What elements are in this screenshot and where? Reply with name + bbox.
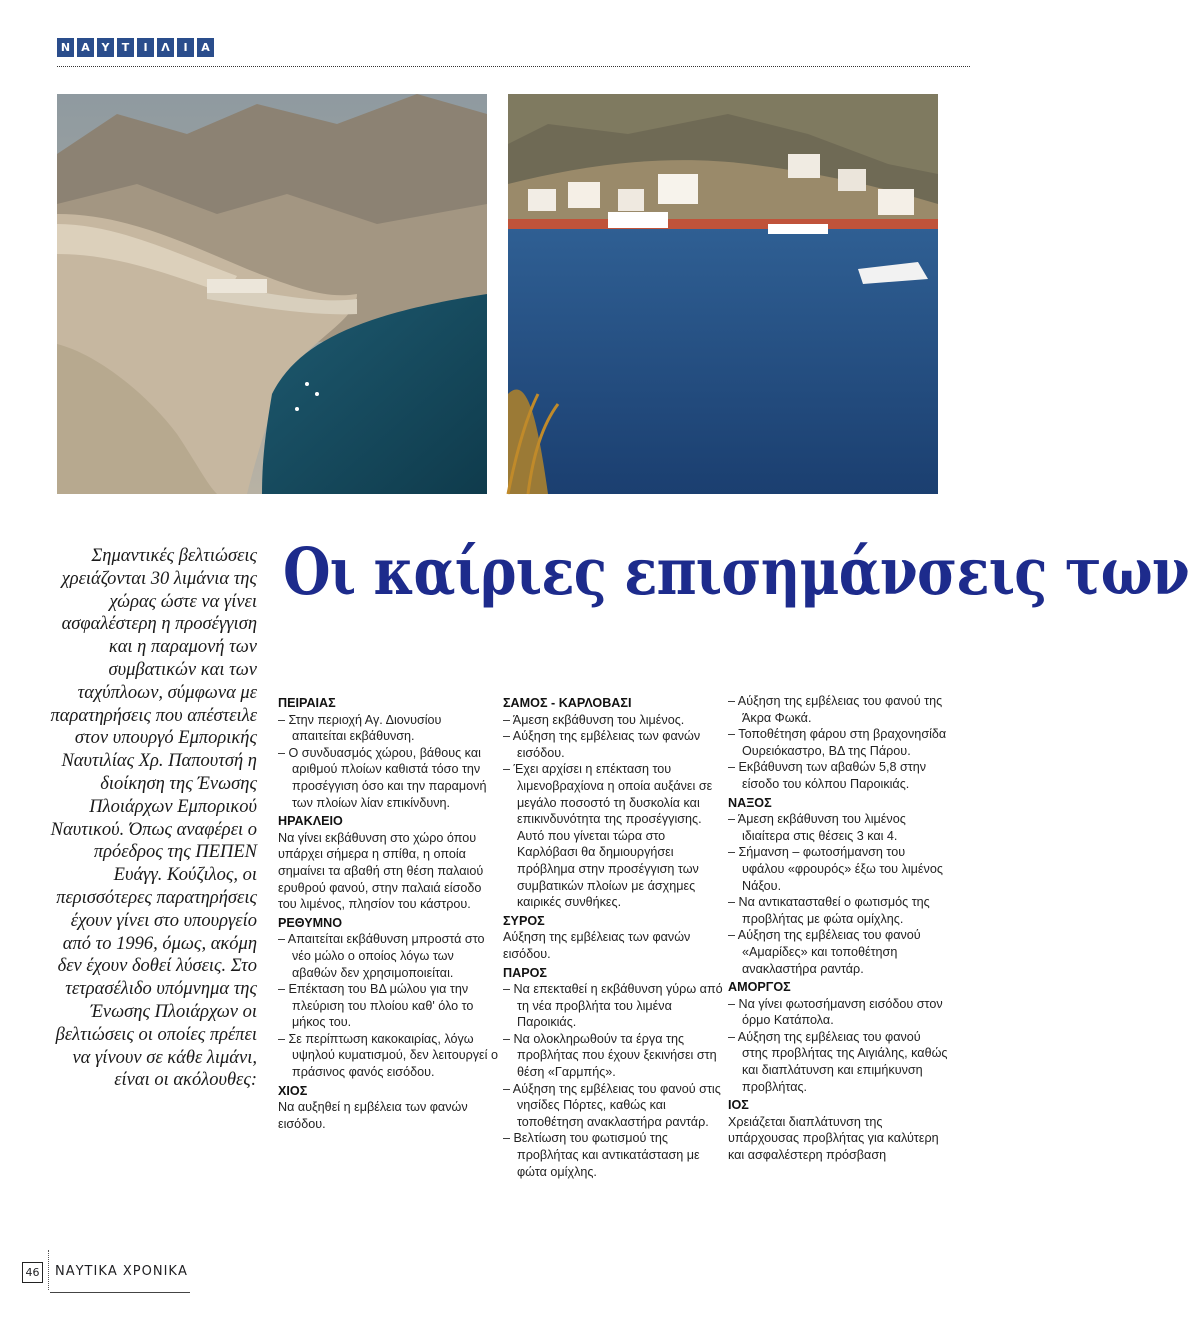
port-heading: ΧΙΟΣ <box>278 1083 308 1098</box>
article-paragraph: – Να αντικατασταθεί ο φωτισμός της προβλήτας με φώτα ομίχλης. <box>728 895 930 926</box>
section-header <box>57 38 214 57</box>
port-heading: ΣΑΜΟΣ - ΚΑΡΛΟΒΑΣΙ <box>503 696 632 710</box>
page-number: 46 <box>22 1262 43 1283</box>
article-paragraph: Αύξηση της εμβέλειας των φανών εισόδου. <box>503 930 691 961</box>
port-heading: ΡΕΘΥΜΝΟ <box>278 915 343 930</box>
article-column-1 <box>278 693 498 1132</box>
magazine-name: ΝΑΥΤΙΚΑ ΧΡΟΝΙΚΑ <box>55 1264 188 1279</box>
article-paragraph: – Αύξηση της εμβέλειας του φανού στις νησίδες Πόρτες, καθώς και τοποθέτηση ανακλαστήρα ραντάρ. <box>503 1081 721 1129</box>
section-header-letter: Τ <box>117 38 134 57</box>
port-heading: ΑΜΟΡΓΟΣ <box>728 980 791 995</box>
section-header-letter: Λ <box>157 38 174 57</box>
header-dotted-rule <box>57 66 970 67</box>
article-paragraph: – Σε περίπτωση κακοκαιρίας, λόγω υψηλού κυματισμού, δεν λειτουργεί ο πράσινος φανός εισόδου. <box>278 1031 498 1080</box>
article-paragraph: – Στην περιοχή Αγ. Διονυσίου απαιτείται εκβάθυνση. <box>278 712 442 744</box>
article-paragraph: – Ο συνδυασμός χώρου, βάθους και αριθμού πλοίων καθιστά τόσο την προσέγγιση όσο και την παραμονή των πλοίων λίαν επικίνδυνη. <box>278 745 487 810</box>
port-heading: ΠΑΡΟΣ <box>503 965 547 980</box>
article-paragraph: – Αύξηση της εμβέλειας του φανού στης προβλήτας της Αιγιάλης, καθώς και διαπλάτυνση και επιμήκυνση προβλήτας. <box>728 1029 948 1094</box>
headline: Οι καίριες επισημάνσεις των <box>283 534 1189 610</box>
article-paragraph: – Να ολοκληρωθούν τα έργα της προβλήτας που έχουν ξεκινήσει στη θέση «Γαρμπής». <box>503 1031 717 1080</box>
article-paragraph: Να αυξηθεί η εμβέλεια των φανών εισόδου. <box>278 1100 468 1131</box>
footer-rule <box>50 1292 190 1293</box>
article-paragraph: – Να γίνει φωτοσήμανση εισόδου στον όρμο Κατάπολα. <box>728 996 943 1028</box>
article-paragraph: – Βελτίωση του φωτισμού της προβλήτας και αντικατάσταση με φώτα ομίχλης. <box>503 1131 700 1179</box>
article-paragraph: – Άμεση εκβάθυνση του λιμένος ιδιαίτερα στις θέσεις 3 και 4. <box>728 812 906 843</box>
article-paragraph: – Τοποθέτηση φάρου στη βραχονησίδα Ουρειόκαστρο, ΒΔ της Πάρου. <box>728 727 947 758</box>
port-heading: ΗΡΑΚΛΕΙΟ <box>278 814 343 829</box>
article-paragraph: – Σήμανση – φωτοσήμανση του υφάλου «φρουρός» έξω του λιμένος Νάξου. <box>728 845 943 893</box>
section-header-letter: Υ <box>97 38 114 57</box>
article-column-2 <box>503 693 723 1180</box>
article-paragraph: Χρειάζεται διαπλάτυνση της υπάρχουσας προβλήτας για καλύτερη και ασφαλέστερη πρόσβαση <box>728 1114 939 1163</box>
section-header-letter: Α <box>197 38 214 57</box>
lede-intro: Σημαντικές βελτιώσεις χρειάζονται 30 λιμάνια της χώρας ώστε να γίνει ασφαλέστερη η προσέγγιση και η παραμονή των συμβατικών και των ταχύπλοων, σύμφωνα με παρατηρήσεις που απέστειλε στον υπουργό Εμπορικής Ναυτιλίας Χρ. Παπουτσή η διοίκηση της Ένωσης Πλοιάρχων Εμπορικού Ναυτικού. Όπως αναφέρει ο πρόεδρος της ΠΕΠΕΝ Ευάγγ. Κούζιλος, οι περισσότερες παρατηρήσεις έχουν γίνει στο υπουργείο από το 1996, όμως, ακόμη δεν έχουν δοθεί λύσεις. Στο τετρασέλιδο υπόμνημα της Ένωσης Πλοιάρχων οι βελτιώσεις οι οποίες πρέπει να γίνουν σε κάθε λιμάνι, είναι οι ακόλουθες: <box>50 546 257 1091</box>
article-paragraph: – Να επεκταθεί η εκβάθυνση γύρω από τη νέα προβλήτα του λιμένα Παροικιάς. <box>503 982 723 1030</box>
port-heading: ΝΑΞΟΣ <box>728 795 772 810</box>
footer-divider <box>48 1250 49 1290</box>
article-paragraph: – Εκβάθυνση των αβαθών 5,8 στην είσοδο του κόλπου Παροικιάς. <box>728 760 927 791</box>
article-paragraph: – Επέκταση του ΒΔ μώλου για την πλεύριση του πλοίου καθ' όλο το μήκος του. <box>278 982 474 1030</box>
port-heading: ΣΥΡΟΣ <box>503 913 545 928</box>
article-paragraph: – Αύξηση της εμβέλειας του φανού της Άκρα Φωκά. <box>728 694 943 725</box>
article-paragraph: Να γίνει εκβάθυνση στο χώρο όπου υπάρχει σήμερα η σπίθα, η οποία σημαίνει τα αβαθή στη θέση παλαιού ερυθρού φανού, στην παλαιά είσοδο του λιμένος, πλησίον του κάστρου. <box>278 830 484 912</box>
port-heading: ΠΕΙΡΑΙΑΣ <box>278 696 336 710</box>
article-paragraph: – Αύξηση της εμβέλειας του φανού «Αμαρίδες» και τοποθέτηση ανακλαστήρα ραντάρ. <box>728 928 921 976</box>
section-header-letter: Ι <box>177 38 194 57</box>
article-paragraph: – Έχει αρχίσει η επέκταση του λιμενοβραχίονα η οποία αυξάνει σε μεγάλο ποσοστό τη δυσκολία και επικινδυνότητα της προσέγγισης. Αυτό που γίνεται τώρα στο Καρλόβασι θα δημιουργήσει πρόβλημα στην προσέγγιση των συμβατικών πλοίων με άσχημες καιρικές συνθήκες. <box>503 762 713 910</box>
port-heading: ΙΟΣ <box>728 1098 749 1113</box>
harbour-town-photo <box>57 94 487 494</box>
section-header-letter: Ν <box>57 38 74 57</box>
article-paragraph: – Αύξηση της εμβέλειας των φανών εισόδου. <box>503 729 701 760</box>
article-column-3 <box>728 693 948 1164</box>
harbour-boats-photo <box>508 94 938 494</box>
article-paragraph: – Άμεση εκβάθυνση του λιμένος. <box>503 712 685 727</box>
article-paragraph: – Απαιτείται εκβάθυνση μπροστά στο νέο μώλο ο οποίος λόγω των αβαθών δεν χρησιμοποιείται. <box>278 932 485 980</box>
section-header-letter: Α <box>77 38 94 57</box>
section-header-letter: Ι <box>137 38 154 57</box>
